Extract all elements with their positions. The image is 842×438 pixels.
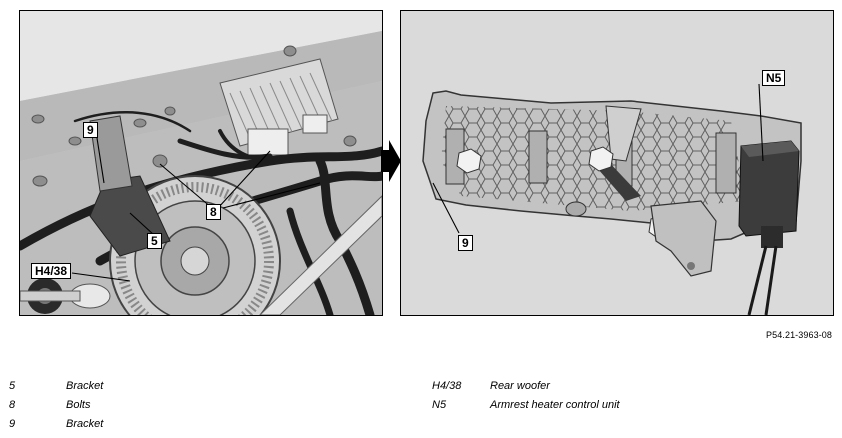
legend-description: Bracket xyxy=(66,380,104,392)
callout-8: 8 xyxy=(206,204,221,220)
installation-drawing xyxy=(20,11,382,315)
legend-item xyxy=(432,380,832,399)
legend-code: N5 xyxy=(432,399,447,411)
legend-left xyxy=(9,380,389,437)
legend-description: Bracket xyxy=(66,418,104,430)
callout-9: 9 xyxy=(83,122,98,138)
callout-n5: N5 xyxy=(762,70,785,86)
legend-description: Armrest heater control unit xyxy=(490,399,620,411)
legend-code: 8 xyxy=(9,399,16,411)
arrow-right-icon xyxy=(381,140,401,182)
legend-code: H4/38 xyxy=(432,380,462,392)
callout-h4-38: H4/38 xyxy=(31,263,71,279)
legend-description: Rear woofer xyxy=(490,380,550,392)
legend-description: Bolts xyxy=(66,399,91,411)
legend-item xyxy=(9,399,389,418)
legend-item xyxy=(432,399,832,418)
legend-item xyxy=(9,380,389,399)
bracket-drawing xyxy=(401,11,833,315)
legend-code: 5 xyxy=(9,380,16,392)
installation-illustration xyxy=(19,10,383,316)
legend-code: 9 xyxy=(9,418,16,430)
component-illustration xyxy=(400,10,834,316)
callout-9-right: 9 xyxy=(458,235,473,251)
figure-code: P54.21-3963-08 xyxy=(766,330,832,340)
legend-right xyxy=(432,380,832,418)
legend-item xyxy=(9,418,389,437)
callout-5: 5 xyxy=(147,233,162,249)
